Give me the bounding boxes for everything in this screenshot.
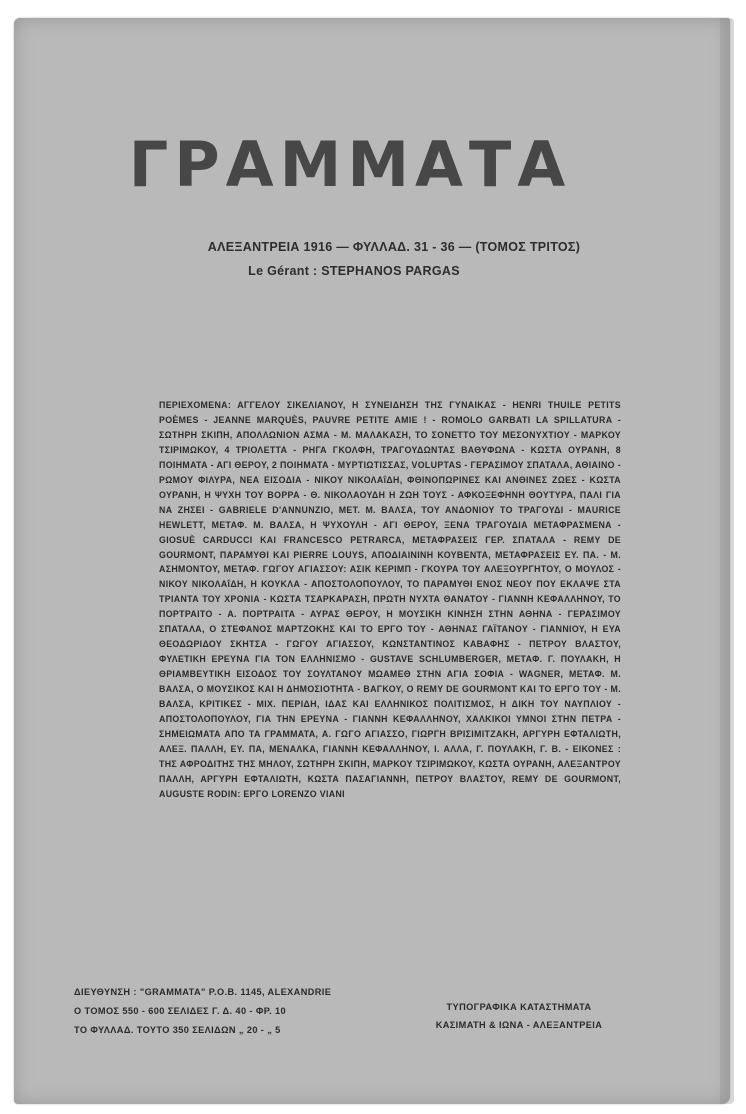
volume-price-line: Ο ΤΟΜΟΣ 550 - 600 ΣΕΛΙΔΕΣ Γ. Δ. 40 - ΦΡ. 10 [74, 1006, 287, 1016]
printer-line-2: ΚΑΣΙΜΑΤΗ & ΙΩΝΑ - ΑΛΕΞΑΝΤΡΕΙΑ [435, 1020, 603, 1030]
address-line: ΔΙΕΥΘΥΝΣΗ : "GRAMMATA" P.O.B. 1145, ALEXANDRIE [74, 987, 332, 997]
magazine-title: ΓΡΑΜΜΑΤΑ [128, 128, 572, 201]
address-and-prices [74, 983, 364, 1040]
printer-line-1: ΤΥΠΟΓΡΑΦΙΚΑ ΚΑΤΑΣΤΗΜΑΤΑ [446, 1002, 592, 1012]
gerant-line: Le Gérant : STEPHANOS PARGAS [248, 264, 460, 278]
issue-line: ΑΛΕΞΑΝΤΡΕΙΑ 1916 — ΦΥΛΛΑΔ. 31 - 36 — (ΤΟΜΟΣ ΤΡΙΤΟΣ) [207, 240, 581, 254]
page-edge-shadow [720, 18, 734, 1104]
table-of-contents: ΠΕΡΙΕΧΟΜΕΝΑ: ΑΓΓΕΛΟΥ ΣΙΚΕΛΙΑΝΟΥ, Η ΣΥΝΕΙΔΗΣΗ ΤΗΣ ΓΥΝΑΙΚΑΣ - HENRI THUILE PETITS POÈMES - JEANNE MARQUÈS, PAUVRE PETITE AMIE ! - ROMOLO GARBATI LA SPILLATURA - ΣΩΤΗΡΗ ΣΚΙΠΗ, ΑΠΟΛΛΩΝΙΟΝ ΑΣΜΑ - Μ. ΜΑΛΑΚΑΣΗ, ΤΟ ΣΟΝΕΤΤΟ ΤΟΥ ΜΕΣΟΝΥΧΤΙΟΥ - ΜΑΡΚΟΥ ΤΣΙΡΙΜΩΚΟΥ, 4 ΤΡΙΟΛΕΤΤΑ - ΡΗΓΑ ΓΚΟΛΦΗ, ΤΡΑΓΟΥΔΩΝΤΑΣ ΒΑΘΥΦΩΝΑ - ΚΩΣΤΑ ΟΥΡΑΝΗ, 8 ΠΟΙΗΜΑΤΑ - ΑΓΙ ΘΕΡΟΥ, 2 ΠΟΙΗΜΑΤΑ - ΜΥΡΤΙΩΤΙΣΣΑΣ, VOLUPTAS - ΓΕΡΑΣΙΜΟΥ ΣΠΑΤΑΛΑ, ΑΘΙΑΙΝΟ - ΡΩΜΟΥ ΦΙΛΥΡΑ, ΝΕΑ ΕΙΣΟΔΙΑ - ΝΙΚΟΥ ΝΙΚΟΛΑΐΔΗ, ΦΘΙΝΟΠΩΡΙΝΕΣ ΚΑΙ ΑΝΘΙΝΕΣ ΖΩΕΣ - ΚΩΣΤΑ ΟΥΡΑΝΗ, Η ΨΥΧΗ ΤΟΥ ΒΟΡΡΑ - Θ. ΝΙΚΟΛΑΟΥΔΗ Η ΖΩΗ ΤΟΥΣ - ΑΦΚΟΞΕΦΗΝΗ ΘΟΥΤΥΡΑ, ΠΑΛΙ ΓΙΑ ΝΑ ΖΗΣΕΙ - GABRIELE D'ANNUNZIO, ΜΕΤ. Μ. ΒΑΛΣΑ, ΤΟΥ ΑΝΔΟΝΙΟΥ ΤΟ ΤΡΑΓΟΥΔΙ - MAURICE HEWLETT, ΜΕΤΑΦ. Μ. ΒΑΛΣΑ, Η ΨΥΧΟΥΛΗ - ΑΓΙ ΘΕΡΟΥ, ΞΕΝΑ ΤΡΑΓΟΥΔΙΑ ΜΕΤΑΦΡΑΣΜΕΝΑ - GIOSUÈ CARDUCCI ΚΑΙ FRANCESCO PETRARCA, ΜΕΤΑΦΡΑΣΕΙΣ ΓΕΡ. ΣΠΑΤΑΛΑ - REMY DE GOURMONT, ΠΑΡΑΜΥΘΙ ΚΑΙ PIERRE LOUYS, ΑΠΟΔΙΑΙΝΙΝΗ ΚΟΥΒΕΝΤΑ, ΜΕΤΑΦΡΑΣΕΙΣ ΕΥ. ΠΑ. - Μ. ΑΣΗΜΟΝΤΟΥ, ΜΕΤΑΦ. ΓΩΓΟΥ ΑΓΙΑΣΣΟΥ: ΑΣΙΚ ΚΕΡΙΜΠ - ΓΚΟΥΡΑ ΤΟΥ ΑΛΕΞΟΥΡΓΗΤΟΥ, Ο ΜΟΥΛΟΣ - ΝΙΚΟΥ ΝΙΚΟΛΑΐΔΗ, Η ΚΟΥΚΛΑ - ΑΠΟΣΤΟΛΟΠΟΥΛΟΥ, ΤΟ ΠΑΡΑΜΥΘΙ ΕΝΟΣ ΝΕΟΥ ΠΟΥ ΕΚΛΑΨΕ ΣΤΑ ΤΡΙΑΝΤΑ ΤΟΥ ΧΡΟΝΙΑ - ΚΩΣΤΑ ΤΣΑΡΚΑΡΑΣΗ, ΠΡΩΤΗ ΝΥΧΤΑ ΘΑΝΑΤΟΥ - ΓΙΑΝΝΗ ΚΕΦΑΛΛΗΝΟΥ, ΤΟ ΠΟΡΤΡΑΙΤΟ - Α. ΠΟΡΤΡΑΙΤΑ - ΑΥΡΑΣ ΘΕΡΟΥ, Η ΜΟΥΣΙΚΗ ΚΙΝΗΣΗ ΣΤΗΝ ΑΘΗΝΑ - ΓΕΡΑΣΙΜΟΥ ΣΠΑΤΑΛΑ, Ο ΣΤΕΦΑΝΟΣ ΜΑΡΤΖΟΚΗΣ ΚΑΙ ΤΟ ΕΡΓΟ ΤΟΥ - ΑΘΗΝΑΣ ΓΑΪΤΑΝΟΥ - ΓΙΑΝΝΙΟΥ, Η ΕΥΑ ΘΕΟΔΩΡΙΔΟΥ ΣΚΗΤΣΑ - ΓΩΓΟΥ ΑΓΙΑΣΣΟΥ, ΚΩΝΣΤΑΝΤΙΝΟΣ ΚΑΒΑΦΗΣ - ΠΕΤΡΟΥ ΒΛΑΣΤΟΥ, ΦΥΛΕΤΙΚΗ ΕΡΕΥΝΑ ΓΙΑ ΤΟΝ ΕΛΛΗΝΙΣΜΟ - GUSTAVE SCHLUMBERGER, ΜΕΤΑΦ. Γ. ΠΟΥΛΑΚΗ, Η ΘΡΙΑΜΒΕΥΤΙΚΗ ΕΙΣΟΔΟΣ ΤΟΥ ΣΟΥΛΤΑΝΟΥ ΜΩΑΜΕΘ ΣΤΗΝ ΑΓΙΑ ΣΟΦΙΑ - WAGNER, ΜΕΤΑΦ. Μ. ΒΑΛΣΑ, Ο ΜΟΥΣΙΚΟΣ ΚΑΙ Η ΔΗΜΟΣΙΟΤΗΤΑ - ΒΑΓΚΟΥ, Ο REMY DE GOURMONT ΚΑΙ ΤΟ ΕΡΓΟ ΤΟΥ - Μ. ΒΑΛΣΑ, ΚΡΙΤΙΚΕΣ - ΜΙΧ. ΠΕΡΙΔΗ, ΙΔΑΣ ΚΑΙ ΕΛΛΗΝΙΚΟΣ ΠΟΛΙΤΙΣΜΟΣ, Η ΔΙΚΗ ΤΟΥ ΝΑΥΠΛΙΟΥ - ΑΠΟΣΤΟΛΟΠΟΥΛΟΥ, ΓΙΑ ΤΗΝ ΕΡΕΥΝΑ - ΓΙΑΝΝΗ ΚΕΦΑΛΛΗΝΟΥ, ΧΑΛΚΙΚΟΙ ΥΜΝΟΙ ΣΤΗΝ ΠΕΤΡΑ - ΣΗΜΕΙΩΜΑΤΑ ΑΠΟ ΤΑ ΓΡΑΜΜΑΤΑ, Α. ΓΩΓΟ ΑΓΙΑΣΣΟ, ΓΙΩΡΓΗ ΒΡΙΣΙΜΙΤΖΑΚΗ, ΑΡΓΥΡΗ ΕΦΤΑΛΙΩΤΗ, ΑΛΕΞ. ΠΑΛΛΗ, ΕΥ. ΠΑ, ΜΕΝΑΛΚΑ, ΓΙΑΝΝΗ ΚΕΦΑΛΛΗΝΟΥ, Ι. ΑΛΛΑ, Γ. ΠΟΥΛΑΚΗ, Γ. Β. - ΕΙΚΟΝΕΣ : ΤΗΣ ΑΦΡΟΔΙΤΗΣ ΤΗΣ ΜΗΛΟΥ, ΣΩΤΗΡΗ ΣΚΙΠΗ, ΜΑΡΚΟΥ ΤΣΙΡΙΜΩΚΟΥ, ΚΩΣΤΑ ΟΥΡΑΝΗ, ΑΛΕΞΑΝΤΡΟΥ ΠΑΛΛΗ, ΑΡΓΥΡΗ ΕΦΤΑΛΙΩΤΗ, ΚΩΣΤΑ ΠΑΣΑΓΙΑΝΝΗ, ΠΕΤΡΟΥ ΒΛΑΣΤΟΥ, REMY DE GOURMONT, AUGUSTE RODIN: ΕΡΓΟ LORENZO VIANI [159, 400, 621, 799]
issue-price-line: ΤΟ ΦΥΛΛΑΔ. ΤΟΥΤΟ 350 ΣΕΛΙΔΩΝ „ 20 - „ 5 [74, 1025, 281, 1035]
printer-info [429, 998, 609, 1034]
cover-page [14, 18, 730, 1104]
